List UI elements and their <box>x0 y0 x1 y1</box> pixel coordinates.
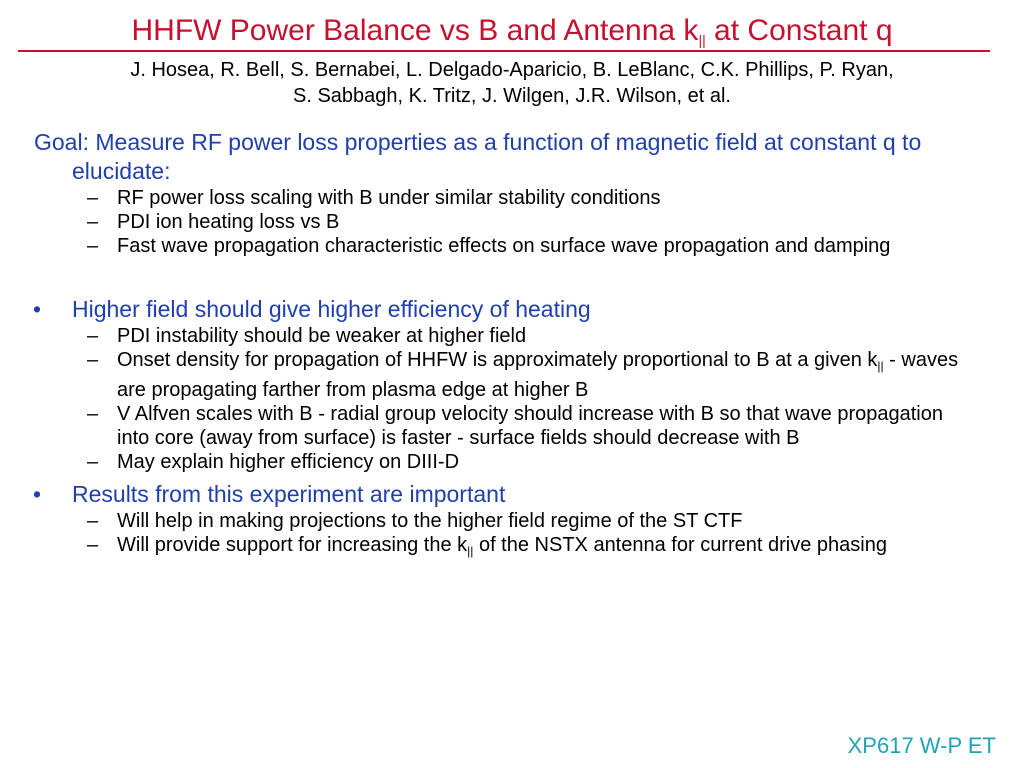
dash-marker: – <box>87 325 99 347</box>
section2-item: – Will help in making projections to the higher field regime of the ST CTF <box>87 510 743 532</box>
dash-marker: – <box>87 349 99 371</box>
section1-item: – PDI instability should be weaker at higher field <box>87 325 527 347</box>
dash-marker: – <box>87 510 99 532</box>
title-subscript: || <box>698 32 706 48</box>
goal-item: – RF power loss scaling with B under similar stability conditions <box>87 187 661 209</box>
bullet-marker: • <box>33 481 42 507</box>
footer-label: XP617 W-P ET <box>847 733 996 758</box>
bullet-marker: • <box>33 296 42 322</box>
authors-line-1: J. Hosea, R. Bell, S. Bernabei, L. Delgado-Aparicio, B. LeBlanc, C.K. Phillips, P. Ryan, <box>130 59 894 81</box>
section1-item: – May explain higher efficiency on DIII-D <box>87 451 460 473</box>
dash-marker: – <box>87 534 99 556</box>
section1-item: – V Alfven scales with B - radial group velocity should increase with B so that wave propagation into core (away from surface) is faster - surface fields should decrease with B <box>87 403 943 449</box>
section2-item: – Will provide support for increasing the $k_{||}$ of the NSTX antenna for current drive phasing <box>87 534 887 558</box>
k-parallel-subscript: || <box>467 544 474 558</box>
k-parallel-subscript: || <box>877 359 884 373</box>
goal-item: – Fast wave propagation characteristic effects on surface wave propagation and damping <box>87 235 891 257</box>
section-heading-results: • Results from this experiment are important <box>33 481 506 507</box>
dash-marker: – <box>87 187 99 209</box>
title-underline <box>18 50 990 52</box>
section-heading-higher-field: • Higher field should give higher efficiency of heating <box>33 296 591 322</box>
section1-item: – Onset density for propagation of HHFW is approximately proportional to B at a given $k_{||}$ - waves are propagating farther from plasma edge at higher B <box>87 349 959 401</box>
goal-statement: Goal: Measure RF power loss properties as a function of magnetic field at constant q to elucidate: <box>34 129 922 184</box>
goal-item: – PDI ion heating loss vs B <box>87 211 340 233</box>
dash-marker: – <box>87 235 99 257</box>
dash-marker: – <box>87 451 99 473</box>
dash-marker: – <box>87 403 99 425</box>
slide-title: HHFW Power Balance vs B and Antenna $k_{||}$ at Constant q <box>131 14 893 48</box>
dash-marker: – <box>87 211 99 233</box>
slide-body <box>0 128 1024 563</box>
authors-line-2: S. Sabbagh, K. Tritz, J. Wilgen, J.R. Wilson, et al. <box>293 85 731 107</box>
author-list <box>0 57 1024 109</box>
